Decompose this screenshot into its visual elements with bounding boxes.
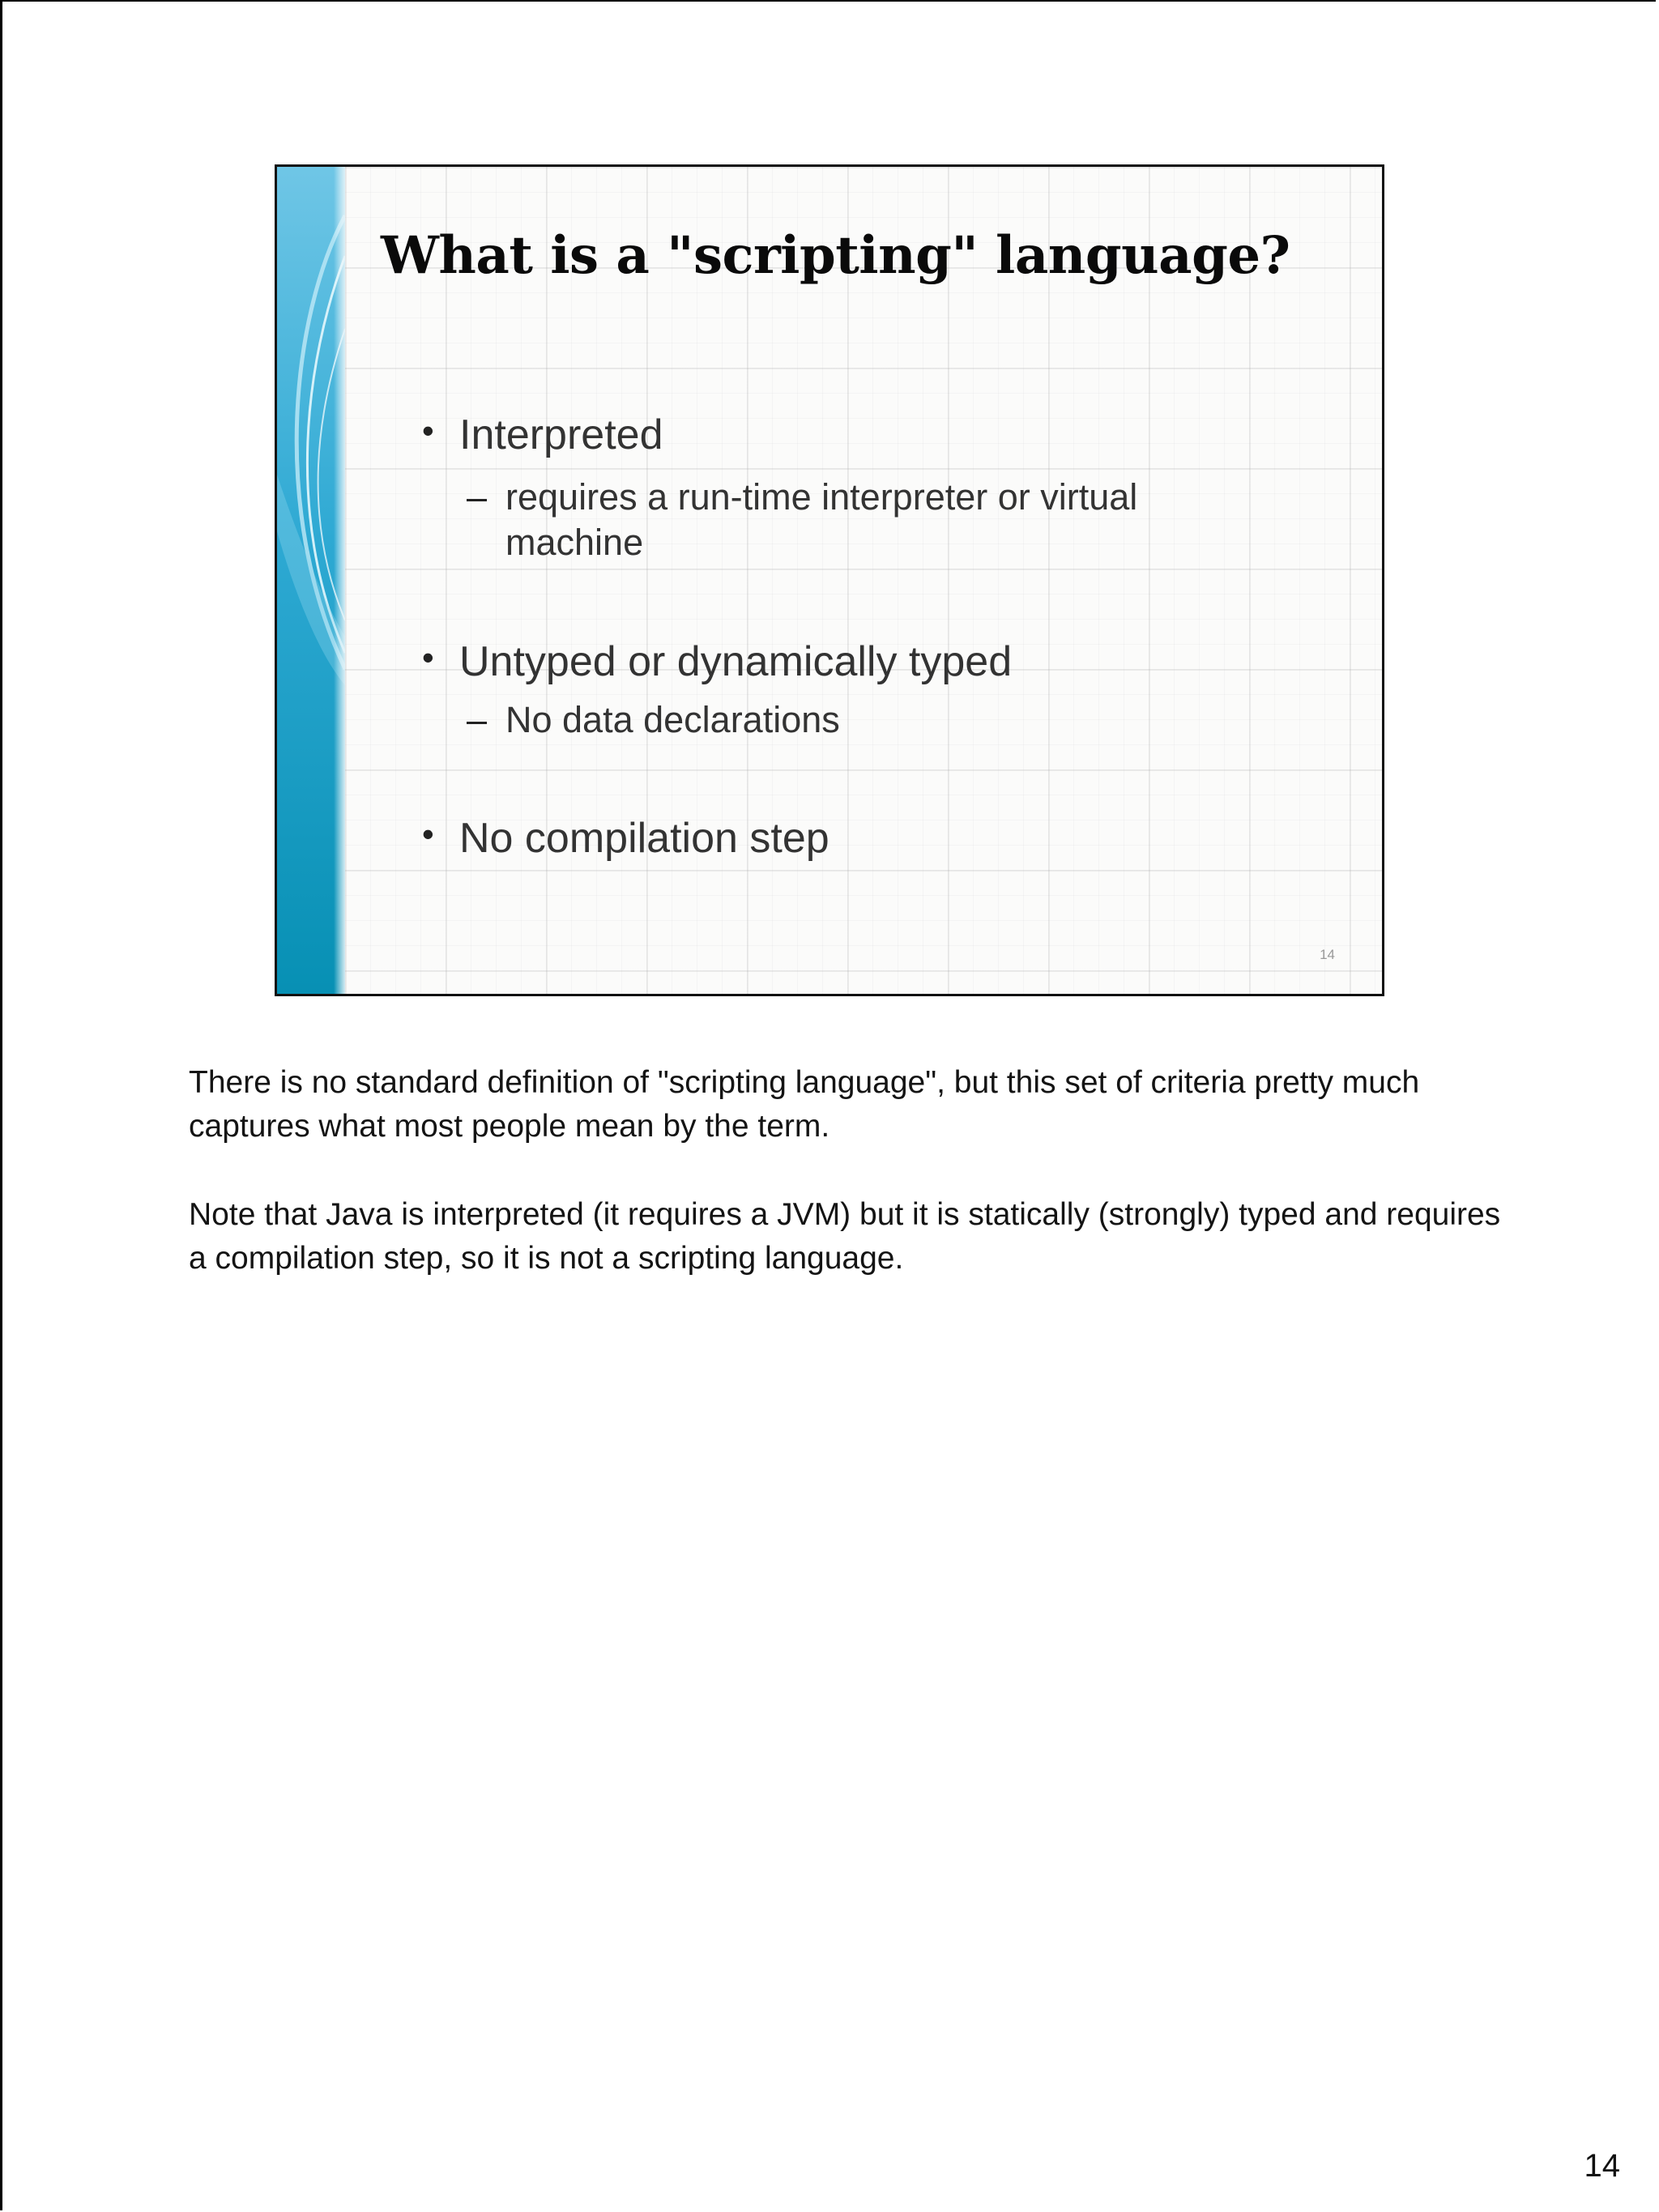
- bullet-dot-icon: •: [422, 815, 434, 853]
- slide-number: 14: [1320, 947, 1335, 962]
- bullet-dot-icon: •: [422, 638, 434, 676]
- bullet-text: Untyped or dynamically typed: [459, 638, 1013, 685]
- bullet-text: No compilation step: [459, 815, 830, 862]
- page-number: 14: [1584, 2148, 1620, 2184]
- sub-bullet-text: requires a run-time interpreter or virtual machine: [505, 476, 1138, 563]
- slide-bullet-no-compilation: [422, 815, 830, 862]
- speaker-notes: [189, 1061, 1517, 1325]
- slide-sidebar-decoration: [277, 167, 345, 994]
- sub-dash-icon: –: [467, 699, 488, 740]
- notes-paragraph-2: Note that Java is interpreted (it requires a JVM) but it is statically (strongly) typed and requires a compilation step, so it is not a scripting language.: [189, 1197, 1501, 1276]
- slide-thumbnail: [275, 164, 1384, 996]
- slide-title: What is a "scripting" language?: [381, 225, 1290, 286]
- notes-paragraph-1: There is no standard definition of "scripting language", but this set of criteria pretty much captures what most people mean by the term.: [189, 1065, 1420, 1144]
- slide-subbullet-runtime: [467, 475, 1251, 565]
- slide-subbullet-no-declarations: [467, 697, 1251, 743]
- slide-bullet-interpreted: [422, 411, 663, 458]
- sub-bullet-text: No data declarations: [505, 699, 840, 740]
- bullet-text: Interpreted: [459, 411, 663, 458]
- bullet-dot-icon: •: [422, 411, 434, 450]
- sub-dash-icon: –: [467, 476, 488, 518]
- slide-bullet-untyped: [422, 638, 1013, 685]
